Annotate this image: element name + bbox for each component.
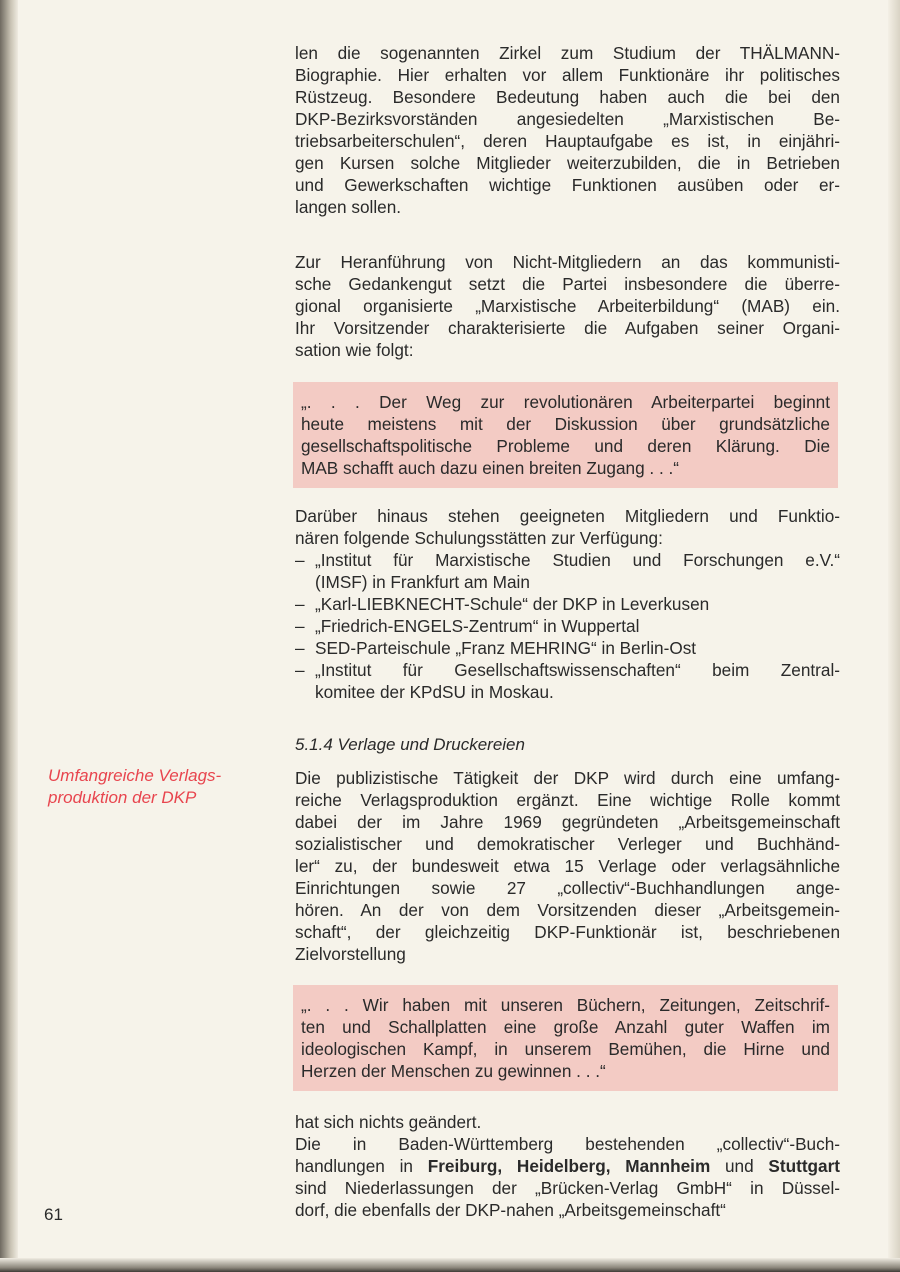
page-edge [888, 0, 900, 1272]
list-item-text: (IMSF) in Frankfurt am Main [315, 572, 530, 592]
paragraph-5 [295, 1111, 840, 1221]
quote-box-2 [293, 985, 838, 1091]
text-line: reiche Verlagsproduktion ergänzt. Eine wichtige Rolle kommt [295, 790, 840, 810]
text-line [295, 1155, 840, 1177]
bold-city-names: Stuttgart [768, 1156, 841, 1176]
list-item [295, 637, 840, 659]
paragraph-1 [295, 42, 840, 218]
text-line: Ihr Vorsitzender charakterisierte die Aufgaben seiner Organi- [295, 318, 840, 338]
paragraph-4 [295, 767, 840, 965]
text-line: sche Gedankengut setzt die Partei insbesondere die überre- [295, 274, 840, 294]
text-line: ten und Schallplatten eine große Anzahl guter Waffen im [301, 1017, 830, 1037]
text-segment: Die in Baden-Württemberg bestehenden „collectiv“-Buch- [295, 1134, 840, 1154]
text-line: gen Kursen solche Mitglieder weiterzubilden, die in Betrieben [295, 153, 840, 173]
list-item-text: „Institut für Marxistische Studien und Forschungen e.V.“ [315, 550, 840, 570]
list-item-text: „Friedrich-ENGELS-Zentrum“ in Wuppertal [315, 616, 640, 636]
section-heading: 5.1.4 Verlage und Druckereien [295, 735, 525, 754]
text-line: und Gewerkschaften wichtige Funktionen ausüben oder er- [295, 175, 840, 195]
text-line: langen sollen. [295, 197, 402, 217]
list-item [295, 549, 840, 593]
list-item-text: „Karl-LIEBKNECHT-Schule“ der DKP in Leverkusen [315, 594, 710, 614]
margin-note-line: Umfangreiche Verlags- [48, 766, 222, 785]
text-line [295, 1177, 840, 1199]
text-line: sozialistischer und demokratischer Verleger und Buchhänd- [295, 834, 840, 854]
list-item [295, 615, 840, 637]
text-line [295, 1133, 840, 1155]
margin-note [48, 765, 221, 809]
list-dash: – [295, 594, 305, 614]
page-bottom-edge [0, 1258, 900, 1272]
text-line: dabei der im Jahre 1969 gegründeten „Arbeitsgemeinschaft [295, 812, 840, 832]
list-dash: – [295, 638, 305, 658]
text-line: Herzen der Menschen zu gewinnen . . .“ [301, 1061, 606, 1081]
list-dash: – [295, 616, 305, 636]
text-line: Zielvorstellung [295, 944, 406, 964]
paragraph-2 [295, 251, 840, 361]
text-line: hat sich nichts geändert. [295, 1112, 482, 1132]
text-line: Darüber hinaus stehen geeigneten Mitgliedern und Funktio- [295, 506, 840, 526]
text-line: nären folgende Schulungsstätten zur Verfügung: [295, 528, 663, 548]
text-segment: handlungen in [295, 1156, 428, 1176]
text-line [295, 1199, 840, 1221]
text-line: gesellschaftspolitische Probleme und deren Klärung. Die [301, 436, 830, 456]
text-segment: sind Niederlassungen der „Brücken-Verlag GmbH“ in Düssel- [295, 1178, 840, 1198]
list-item-text: SED-Parteischule „Franz MEHRING“ in Berlin-Ost [315, 638, 697, 658]
text-line: ideologischen Kampf, in unserem Bemühen, die Hirne und [301, 1039, 830, 1059]
text-line: DKP-Bezirksvorständen angesiedelten „Marxistischen Be- [295, 109, 840, 129]
list-item [295, 659, 840, 703]
list-item [295, 593, 840, 615]
book-spine-shadow [0, 0, 18, 1272]
text-line: hören. An der von dem Vorsitzenden dieser „Arbeitsgemein- [295, 900, 840, 920]
text-line: MAB schafft auch dazu einen breiten Zugang . . .“ [301, 458, 680, 478]
text-line: Die publizistische Tätigkeit der DKP wird durch eine umfang- [295, 768, 840, 788]
text-line: len die sogenannten Zirkel zum Studium der THÄLMANN- [295, 43, 840, 63]
margin-note-line: produktion der DKP [48, 788, 197, 807]
text-line: schaft“, der gleichzeitig DKP-Funktionär ist, beschriebenen [295, 922, 840, 942]
text-line: Zur Heranführung von Nicht-Mitgliedern an das kommunisti- [295, 252, 840, 272]
list-dash: – [295, 550, 305, 570]
quote-box-1 [293, 382, 838, 488]
text-segment: dorf, die ebenfalls der DKP-nahen „Arbeitsgemeinschaft“ [295, 1200, 726, 1220]
page-number: 61 [44, 1205, 63, 1224]
text-line: Rüstzeug. Besondere Bedeutung haben auch die bei den [295, 87, 840, 107]
institutions-list [295, 549, 840, 703]
list-item-text: komitee der KPdSU in Moskau. [315, 682, 554, 702]
text-line: Einrichtungen sowie 27 „collectiv“-Buchhandlungen ange- [295, 878, 840, 898]
text-line: „. . . Der Weg zur revolutionären Arbeiterpartei beginnt [301, 392, 830, 412]
list-item-text: „Institut für Gesellschaftswissenschaften“ beim Zentral- [315, 660, 840, 680]
paragraph-3 [295, 505, 840, 703]
text-line: triebsarbeiterschulen“, deren Hauptaufgabe es ist, in einjähri- [295, 131, 840, 151]
text-line: sation wie folgt: [295, 340, 414, 360]
bold-city-names: Freiburg, Heidelberg, Mannheim [427, 1156, 711, 1176]
text-line: „. . . Wir haben mit unseren Büchern, Zeitungen, Zeitschrif- [301, 995, 830, 1015]
list-dash: – [295, 660, 305, 680]
text-line: gional organisierte „Marxistische Arbeiterbildung“ (MAB) ein. [295, 296, 840, 316]
text-segment: und [710, 1156, 769, 1176]
text-line: ler“ zu, der bundesweit etwa 15 Verlage oder verlagsähnliche [295, 856, 840, 876]
text-line: heute meistens mit der Diskussion über grundsätzliche [301, 414, 830, 434]
text-line: Biographie. Hier erhalten vor allem Funktionäre ihr politisches [295, 65, 840, 85]
